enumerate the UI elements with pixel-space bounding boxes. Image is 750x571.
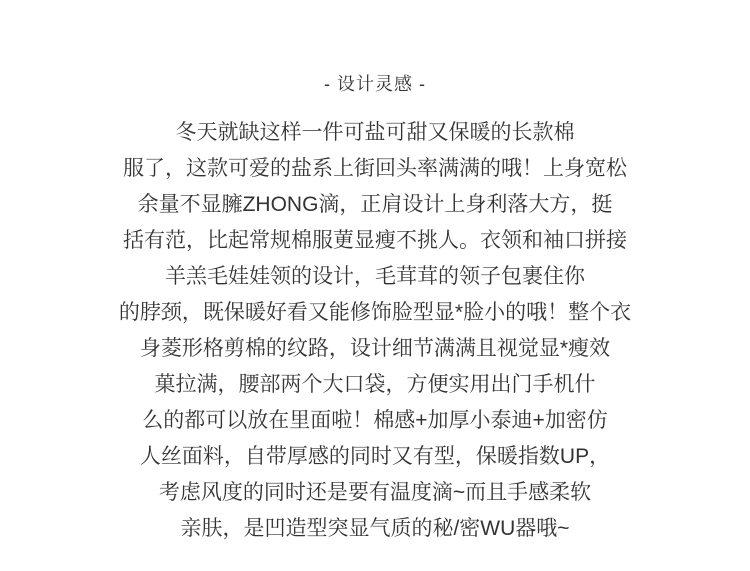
description-line: 服了，这款可爱的盐系上街回头率满满的哦！上身宽松 (123, 157, 627, 180)
description-text-block (0, 115, 750, 547)
description-line: 冬天就缺这样一件可盐可甜又保暖的长款棉 (175, 121, 575, 144)
description-line: 括有范，比起常规棉服莄显瘦不挑人。衣领和袖口拼接 (123, 229, 627, 252)
description-line: 的脖颈，既保暖好看又能修饰脸型显*脸小的哦！整个衣 (118, 301, 632, 324)
description-line: 菓拉满，腰部两个大口袋，方便实用出门手机什 (154, 373, 596, 396)
description-line: 人丝面料，自带厚感的同时又有型，保暖指数UP， (139, 445, 611, 468)
description-line: 考虑风度的同时还是要有温度滴~而且手感柔软 (158, 481, 592, 504)
description-line: 羊羔毛娃娃领的设计，毛茸茸的领子包裹住你 (165, 265, 585, 288)
description-line: 么的都可以放在里面啦！棉感+加厚小泰迪+加密仿 (142, 409, 608, 432)
description-line: 余量不显臃ZHONG滴，正肩设计上身利落大方，挺 (137, 193, 613, 216)
section-title: - 设计灵感 - (324, 74, 426, 94)
description-line: 亲肤，是凹造型突显气质的秘/密WU器哦~ (180, 517, 570, 540)
description-line: 身菱形格剪棉的纹路，设计细节满满且视觉显*瘦效 (139, 337, 611, 360)
